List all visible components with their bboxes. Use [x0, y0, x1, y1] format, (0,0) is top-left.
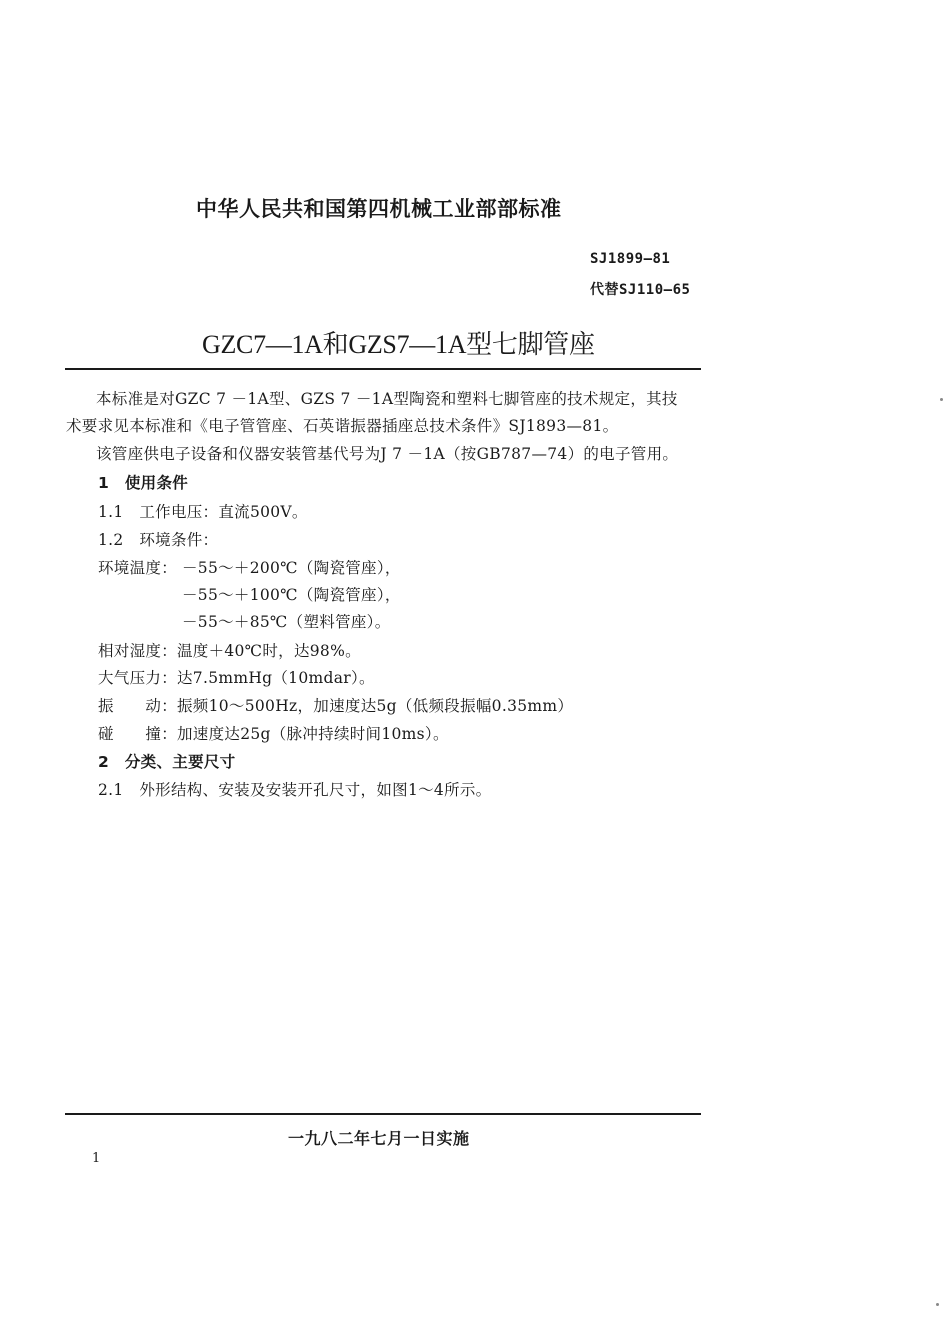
intro-line-1: 本标准是对GZC 7 －1A型、GZS 7 －1A型陶瓷和塑料七脚管座的技术规定，其技 [96, 390, 678, 408]
standard-code: SJ1899—81 [590, 251, 671, 267]
section-1-heading: 1 使用条件 [98, 474, 189, 492]
top-divider [65, 368, 701, 370]
scan-speck [936, 1303, 939, 1306]
replaced-standard-code: 代替SJ110—65 [590, 282, 691, 298]
intro-line-3: 该管座供电子设备和仪器安装管基代号为J 7 －1A（按GB787—74）的电子管用。 [96, 445, 679, 463]
impact: 碰 撞：加速度达25g（脉冲持续时间10ms）。 [98, 725, 449, 743]
ambient-temperature-1: －55～＋200℃（陶瓷管座）， [182, 559, 401, 577]
document-title: GZC7—1A和GZS7—1A型七脚管座 [202, 330, 595, 359]
page-number: 1 [92, 1151, 101, 1166]
ambient-temperature-2: －55～＋100℃（陶瓷管座）， [182, 586, 401, 604]
environment-heading: 1.2 环境条件： [98, 531, 219, 549]
main-dimensions: 2.1 外形结构、安装及安装开孔尺寸，如图1～4所示。 [98, 781, 492, 799]
bottom-divider [65, 1113, 701, 1115]
scan-speck [940, 398, 943, 401]
issuing-agency: 中华人民共和国第四机械工业部部标准 [196, 197, 562, 221]
atmospheric-pressure: 大气压力：达7.5mmHg（10mdar）。 [98, 669, 375, 687]
ambient-temperature-label: 环境温度： [98, 559, 178, 577]
intro-line-2: 术要求见本标准和《电子管管座、石英谐振器插座总技术条件》SJ1893—81。 [66, 417, 619, 435]
effective-date: 一九八二年七月一日实施 [288, 1129, 470, 1148]
relative-humidity: 相对湿度：温度＋40℃时，达98%。 [98, 642, 361, 660]
vibration: 振 动：振频10～500Hz，加速度达5g（低频段振幅0.35mm） [98, 697, 574, 715]
working-voltage: 1.1 工作电压：直流500V。 [98, 503, 308, 521]
section-2-heading: 2 分类、主要尺寸 [98, 753, 236, 771]
ambient-temperature-3: －55～＋85℃（塑料管座）。 [182, 613, 391, 631]
